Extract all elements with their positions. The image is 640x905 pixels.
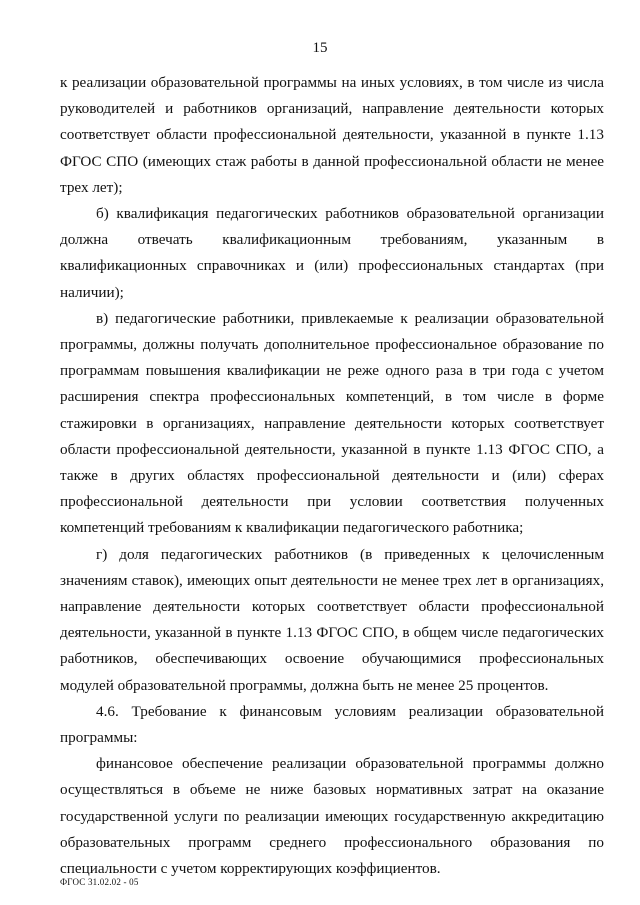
document-body (60, 70, 604, 882)
document-footer: ФГОС 31.02.02 - 05 (60, 877, 139, 887)
paragraph-item-b: б) квалификация педагогических работников образовательной организации должна отвечать квалификационным требованиям, указанным в квалификационных справочниках и (или) профессиональных стандартах (при наличии); (60, 205, 604, 301)
paragraph-financing: финансовое обеспечение реализации образовательной программы должно осуществляться в объеме не ниже базовых нормативных затрат на оказание государственной услуги по реализации имеющих государственную аккредитацию образовательных программ среднего профессионального образования по специальности с учетом корректирующих коэффициентов. (60, 755, 604, 878)
paragraph-item-g: г) доля педагогических работников (в приведенных к целочисленным значениям ставок), имеющих опыт деятельности не менее трех лет в организациях, направление деятельности которых соответствует области профессиональной деятельности, указанной в пункте 1.13 ФГОС СПО, в общем числе педагогических работников, обеспечивающих освоение обучающимися профессиональных модулей образовательной программы, должна быть не менее 25 процентов. (60, 545, 604, 694)
paragraph-item-v: в) педагогические работники, привлекаемые к реализации образовательной программы, должны получать дополнительное профессиональное образование по программам повышения квалификации не реже одного раза в три года с учетом расширения спектра профессиональных компетенций, в том числе в форме стажировки в организациях, направление деятельности которых соответствует области профессиональной деятельности, указанной в пункте 1.13 ФГОС СПО, а также в других областях профессиональной деятельности и (или) сферах профессиональной деятельности при условии соответствия полученных компетенций требованиям к квалификации педагогического работника; (60, 309, 604, 537)
paragraph-continuation: к реализации образовательной программы на иных условиях, в том числе из числа руководителей и работников организаций, направление деятельности которых соответствует области профессиональной деятельности, указанной в пункте 1.13 ФГОС СПО (имеющих стаж работы в данной профессиональной области не менее трех лет); (60, 74, 604, 196)
paragraph-section-4-6: 4.6. Требование к финансовым условиям реализации образовательной программы: (60, 702, 604, 747)
page-number: 15 (312, 40, 328, 56)
